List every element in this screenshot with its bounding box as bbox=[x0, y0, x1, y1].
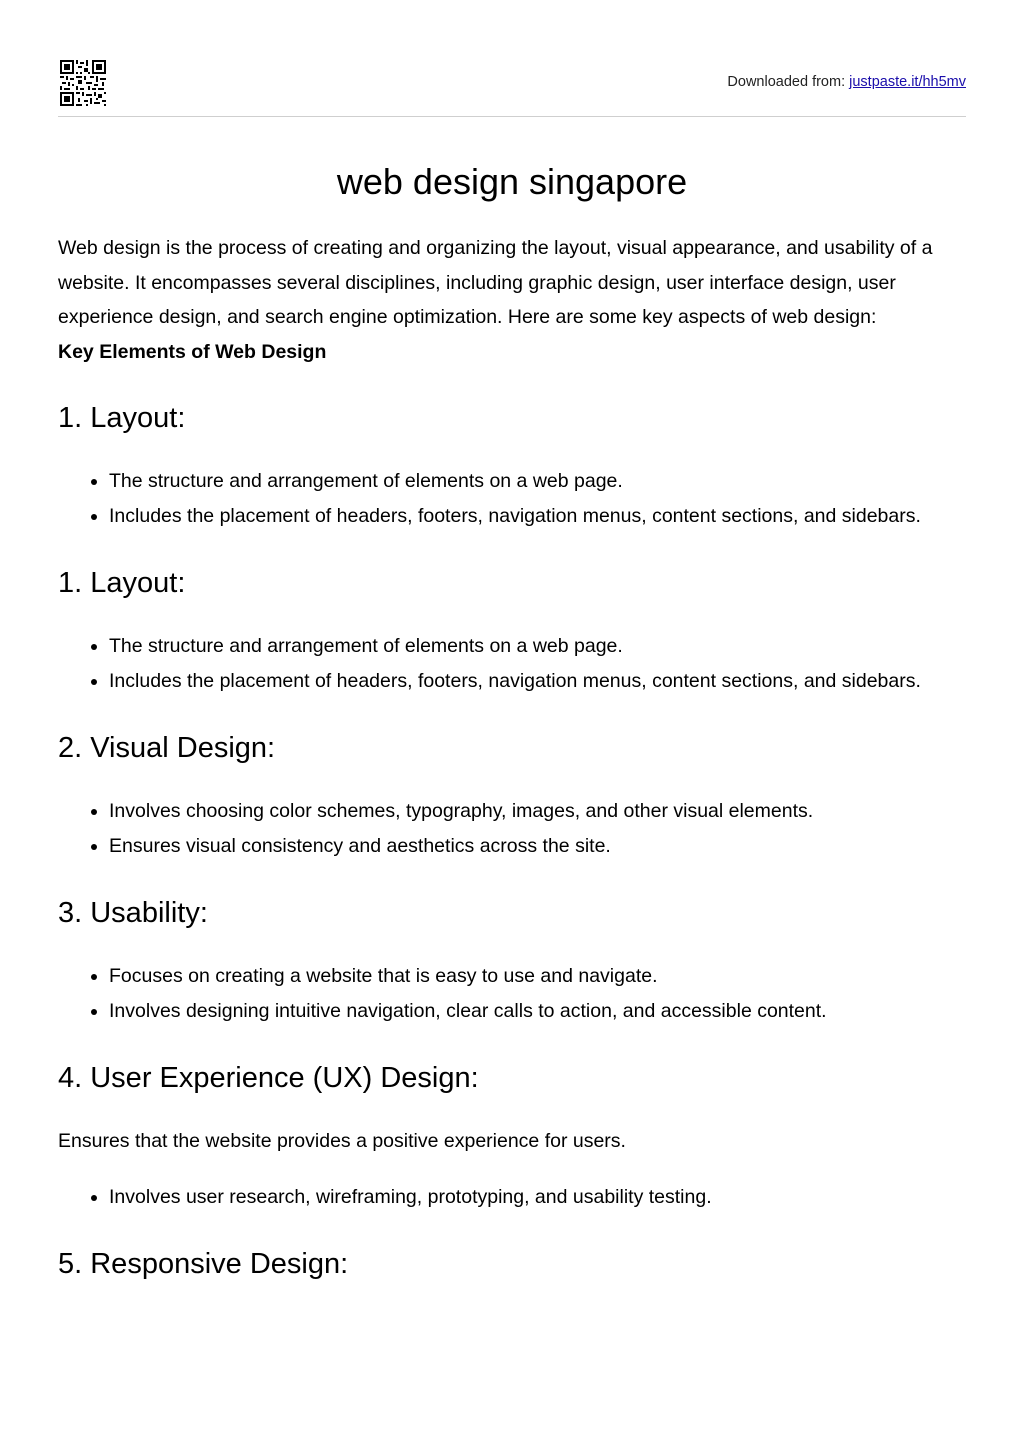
bullet-list bbox=[58, 959, 966, 1028]
section-layout-1 bbox=[58, 400, 966, 533]
page-header bbox=[58, 60, 966, 117]
section-responsive-design bbox=[58, 1246, 966, 1282]
section-visual-design bbox=[58, 730, 966, 863]
download-prefix: Downloaded from: bbox=[727, 74, 850, 90]
key-elements-heading: Key Elements of Web Design bbox=[58, 340, 327, 363]
list-item: • Ensures visual consistency and aesthetics across the site. bbox=[109, 829, 966, 864]
list-item: • Includes the placement of headers, footers, navigation menus, content sections, and sidebars. bbox=[109, 664, 966, 699]
section-layout-2 bbox=[58, 565, 966, 698]
bullet-list bbox=[58, 794, 966, 863]
list-item: • Focuses on creating a website that is easy to use and navigate. bbox=[109, 959, 966, 994]
list-item: • Includes the placement of headers, footers, navigation menus, content sections, and sidebars. bbox=[109, 499, 966, 534]
list-item: • Involves designing intuitive navigation, clear calls to action, and accessible content. bbox=[109, 994, 966, 1029]
document-body bbox=[58, 116, 966, 1282]
download-source bbox=[727, 74, 966, 90]
qr-code-icon bbox=[60, 60, 106, 106]
source-link[interactable]: justpaste.it/hh5mv bbox=[849, 74, 966, 90]
list-item: • Involves user research, wireframing, prototyping, and usability testing. bbox=[109, 1180, 966, 1215]
list-item: • The structure and arrangement of elements on a web page. bbox=[109, 464, 966, 499]
section-heading: 1. Layout: bbox=[58, 567, 186, 599]
page-title: web design singapore bbox=[336, 161, 688, 202]
section-heading: 5. Responsive Design: bbox=[58, 1248, 349, 1280]
section-heading: 3. Usability: bbox=[58, 897, 208, 929]
bullet-list bbox=[58, 629, 966, 698]
bullet-list bbox=[58, 464, 966, 533]
section-heading: 4. User Experience (UX) Design: bbox=[58, 1062, 479, 1094]
section-usability bbox=[58, 895, 966, 1028]
section-heading: 2. Visual Design: bbox=[58, 732, 276, 764]
bullet-list bbox=[58, 1180, 966, 1215]
section-heading: 1. Layout: bbox=[58, 402, 186, 434]
section-ux-design bbox=[58, 1060, 966, 1214]
list-item: • The structure and arrangement of elements on a web page. bbox=[109, 629, 966, 664]
list-item: • Involves choosing color schemes, typography, images, and other visual elements. bbox=[109, 794, 966, 829]
intro-paragraph: Web design is the process of creating and organizing the layout, visual appearance, and usability of a website. It encompasses several disciplines, including graphic design, user interface design, user experience design, and search engine optimization. Here are some key aspects of web design: bbox=[58, 237, 933, 328]
section-paragraph: Ensures that the website provides a positive experience for users. bbox=[58, 1130, 626, 1152]
